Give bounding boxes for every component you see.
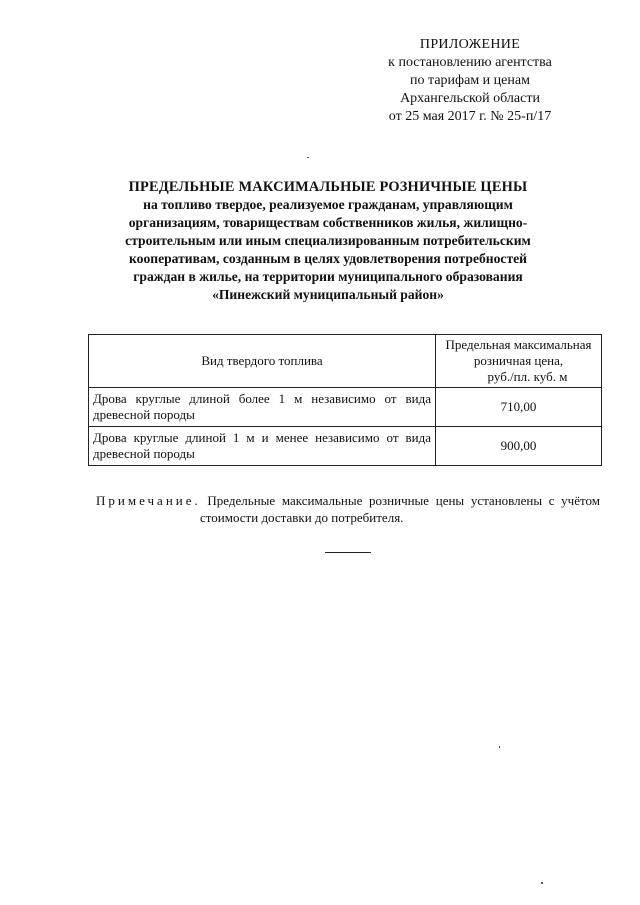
scan-speck — [307, 157, 309, 158]
table-header-row — [89, 335, 602, 388]
document-subtitle-line: строительным или иным специализированным потребительским — [125, 233, 531, 248]
document-heading: ПРЕДЕЛЬНЫЕ МАКСИМАЛЬНЫЕ РОЗНИЧНЫЕ ЦЕНЫ — [128, 179, 528, 195]
scan-speck — [541, 882, 543, 884]
scan-speck — [499, 746, 500, 748]
table-row — [89, 388, 602, 427]
price-cell: 900,00 — [436, 427, 602, 466]
note-word: с — [548, 493, 555, 508]
appendix-header — [372, 36, 568, 126]
appendix-line: Архангельской области — [400, 91, 540, 106]
column-header-price — [436, 335, 602, 388]
appendix-line: по тарифам и ценам — [410, 73, 530, 88]
fuel-type-cell: Дрова круглые длиной 1 м и менее независимо от вида древесной породы — [89, 427, 436, 466]
note-word: установлены — [470, 493, 543, 508]
table-row — [89, 427, 602, 466]
note-word: максимальные — [281, 493, 363, 508]
document-subtitle-line: «Пинежский муниципальный район» — [212, 287, 444, 302]
note-word: Предельные — [207, 493, 276, 508]
document-subtitle-line: на топливо твердое, реализуемое гражданам, управляющим — [143, 197, 513, 212]
column-header-fuel-type: Вид твердого топлива — [89, 335, 436, 388]
note — [96, 492, 600, 526]
price-header-line: Предельная максимальная — [445, 337, 592, 352]
document-title — [90, 178, 566, 304]
appendix-line: от 25 мая 2017 г. № 25-п/17 — [388, 109, 552, 124]
note-word: розничные — [369, 493, 430, 508]
document-subtitle-line: граждан в жилье, на территории муниципального образования — [133, 269, 523, 284]
document-subtitle-line: кооперативам, созданным в целях удовлетворения потребностей — [129, 251, 527, 266]
note-label: Примечание. — [96, 493, 201, 508]
document-subtitle-line: организациям, товариществам собственников жилья, жилищно- — [128, 215, 528, 230]
note-line: стоимости доставки до потребителя. — [200, 510, 404, 525]
price-header-line: руб./пл. куб. м — [487, 369, 568, 384]
fuel-price-table — [88, 334, 602, 466]
price-header-line: розничная цена, — [473, 353, 564, 368]
appendix-title: ПРИЛОЖЕНИЕ — [419, 37, 521, 52]
price-cell: 710,00 — [436, 388, 602, 427]
note-word: цены — [435, 493, 465, 508]
separator-line — [325, 552, 371, 553]
note-word: учётом — [561, 493, 600, 508]
appendix-line: к постановлению агентства — [388, 55, 552, 70]
note-line — [96, 492, 600, 509]
fuel-type-cell: Дрова круглые длиной более 1 м независимо от вида древесной породы — [89, 388, 436, 427]
